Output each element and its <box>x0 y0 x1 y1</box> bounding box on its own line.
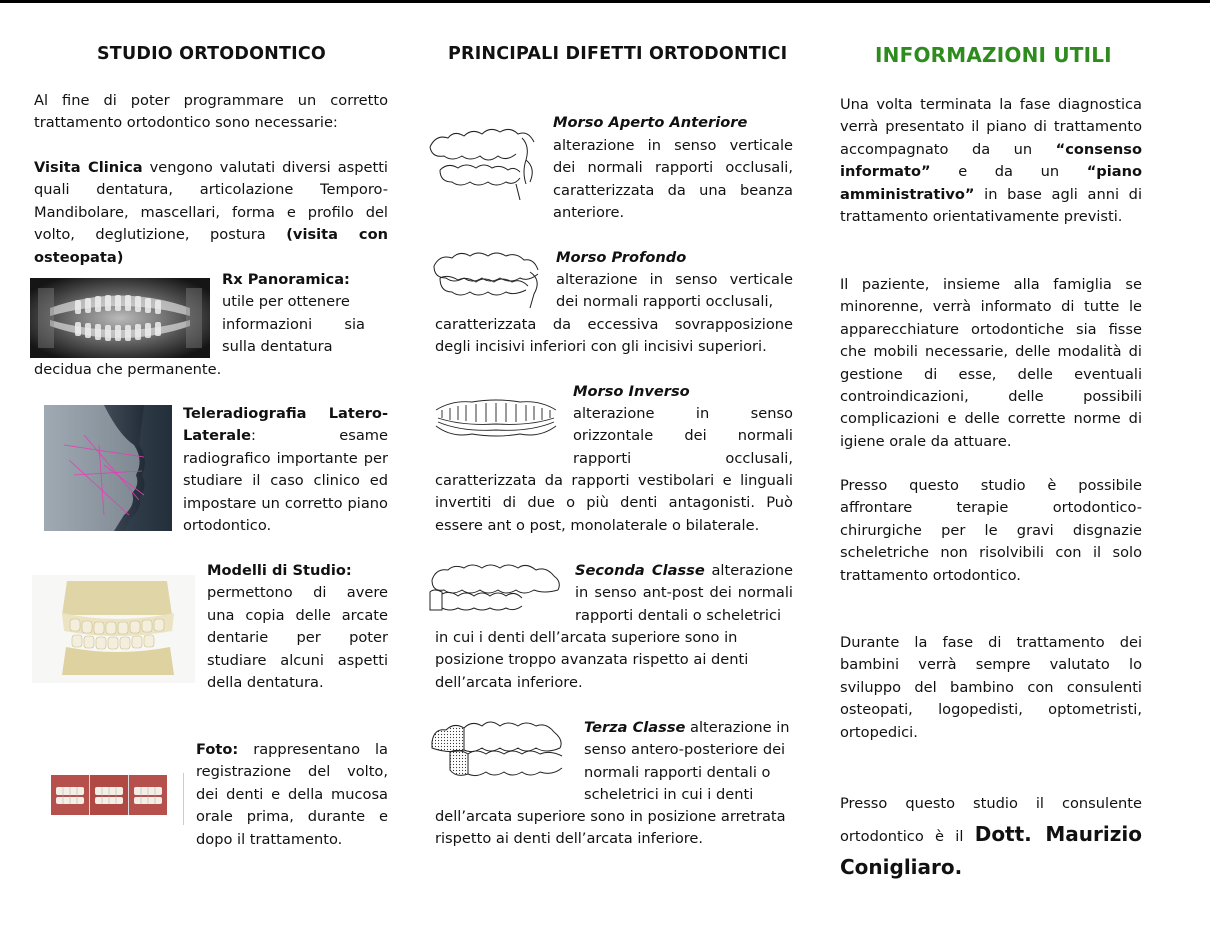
modelli-studio-text: permettono di avere una copia delle arcate dentarie per poter studiare alcuni aspetti della dentatura. <box>207 584 388 692</box>
info-p1-piano: “piano amministrativo” <box>840 163 1142 203</box>
foto-paragraph <box>196 739 388 851</box>
modelli-studio-image <box>32 575 195 683</box>
info-paragraph-2: Il paziente, insieme alla famiglia se minorenne, verrà informato di tutte le apparecchiature ortodontiche sia fisse che mobili necessarie, delle modalità di gestione di esse, delle eventuali controindicazioni, delle possibili complicazioni e delle corrette norme di igiene orale da attuare. <box>840 276 1142 450</box>
seconda-classe-text-a <box>575 560 793 627</box>
rx-panoramica-label: Rx Panoramica: <box>222 271 350 288</box>
visita-clinica-paragraph <box>34 157 388 269</box>
teleradiografia-text: : esame radiografico importante per studiare il caso clinico ed impostare un corretto piano ortodontico. <box>183 427 388 535</box>
morso-inverso-title-text: Morso Inverso <box>573 383 690 400</box>
foto-divider <box>183 773 184 825</box>
col1-title: STUDIO ORTODONTICO <box>97 44 326 64</box>
modelli-studio-paragraph <box>207 560 388 694</box>
morso-inverso-text-a: alterazione in senso orizzontale dei normali rapporti occlusali, <box>573 405 793 467</box>
foto-text: rappresentano la registrazione del volto, dei denti e della mucosa orale prima, durante e dopo il trattamento. <box>196 741 388 848</box>
seconda-classe-title: Seconda Classe <box>575 562 705 579</box>
morso-aperto-drawing <box>426 112 548 202</box>
seconda-classe-text: alterazione in senso ant-post dei normali rapporti dentali o scheletrici <box>575 562 793 624</box>
morso-inverso-text-b: caratterizzata da rapporti vestibolari e linguali invertiti di due o più denti antagonisti. Può essere ant o post, monolaterale o bilaterale. <box>435 472 793 534</box>
info-paragraph-5 <box>840 789 1142 885</box>
foto-label: Foto: <box>196 741 239 758</box>
terza-classe-drawing <box>428 718 574 780</box>
morso-inverso-drawing <box>432 396 560 438</box>
seconda-classe-drawing <box>428 560 564 614</box>
col1-intro: Al fine di poter programmare un corretto trattamento ortodontico sono necessarie: <box>34 92 388 132</box>
info-paragraph-3: Presso questo studio è possibile affrontare terapie ortodontico-chirurgiche per le gravi disgnazie scheletriche non risolvibili con il solo trattamento ortodontico. <box>840 477 1142 584</box>
rx-panoramica-line-4: decidua che permanente. <box>34 361 222 378</box>
terza-classe-text: alterazione in senso antero-posteriore dei normali rapporti dentali o scheletrici in cui i denti <box>584 719 790 804</box>
rx-panoramica-line-1: utile per ottenere <box>222 293 350 310</box>
terza-classe-text-b: dell’arcata superiore sono in posizione arretrata rispetto ai denti dell’arcata inferiore. <box>435 808 786 848</box>
info-p1-text-c: e da un <box>930 163 1087 181</box>
morso-aperto-title <box>553 112 747 134</box>
morso-profondo-text-b: caratterizzata da eccessiva sovrapposizione degli incisivi inferiori con gli incisivi superiori. <box>435 316 793 356</box>
teleradiografia-label: Teleradiografia Latero-Laterale <box>183 405 388 445</box>
morso-profondo-title <box>556 247 686 269</box>
teleradiografia-paragraph <box>183 403 388 537</box>
info-p5-doctor-name: Dott. Maurizio Conigliaro. <box>840 822 1142 879</box>
rx-panoramica-line-3: sulla dentatura <box>222 338 333 355</box>
morso-profondo-text-a: alterazione in senso verticale dei normali rapporti occlusali, <box>556 271 793 311</box>
terza-classe-text-a <box>584 717 793 807</box>
info-p1-text-d: in base agli anni di trattamento orientativamente previsti. <box>840 185 1142 226</box>
morso-profondo-title-text: Morso Profondo <box>556 249 687 266</box>
info-paragraph-4: Durante la fase di trattamento dei bambini verrà sempre valutato lo sviluppo del bambino con consulenti osteopati, logopedisti, optometristi, ortopedici. <box>840 634 1142 741</box>
info-p1-consenso: “consenso informato” <box>840 140 1142 181</box>
terza-classe-title: Terza Classe <box>584 719 686 736</box>
visita-clinica-text: vengono valutati diversi aspetti quali dentatura, articolazione Temporo-Mandibolare, mascellari, forma e profilo del volto, deglutizione, postura <box>34 159 388 244</box>
visita-clinica-note: (visita con osteopata) <box>34 226 388 266</box>
rx-panoramica-line-2: informazioni sia <box>222 316 365 333</box>
seconda-classe-text-b: in cui i denti dell’arcata superiore sono in posizione troppo avanzata rispetto ai denti dell’arcata inferiore. <box>435 629 749 691</box>
col2-title: PRINCIPALI DIFETTI ORTODONTICI <box>448 44 788 64</box>
morso-profondo-drawing <box>430 248 548 310</box>
morso-inverso-title <box>573 381 690 403</box>
foto-image <box>51 775 167 815</box>
info-p5-text: Presso questo studio il consulente ortodontico è il <box>840 795 1142 845</box>
teleradiografia-image <box>44 405 172 531</box>
top-border <box>0 0 1210 3</box>
rx-panoramica-image <box>30 278 210 358</box>
info-p1-text-a: Una volta terminata la fase diagnostica verrà presentato il piano di trattamento accompagnato da un <box>840 96 1142 158</box>
morso-aperto-title-text: Morso Aperto Anteriore <box>553 114 748 131</box>
morso-aperto-text: alterazione in senso verticale dei normali rapporti occlusali, caratterizzata da una beanza anteriore. <box>553 137 793 222</box>
info-paragraph-1 <box>840 94 1142 228</box>
modelli-studio-label: Modelli di Studio: <box>207 562 352 579</box>
visita-clinica-label: Visita Clinica <box>34 159 143 176</box>
col3-title: INFORMAZIONI UTILI <box>875 43 1112 67</box>
